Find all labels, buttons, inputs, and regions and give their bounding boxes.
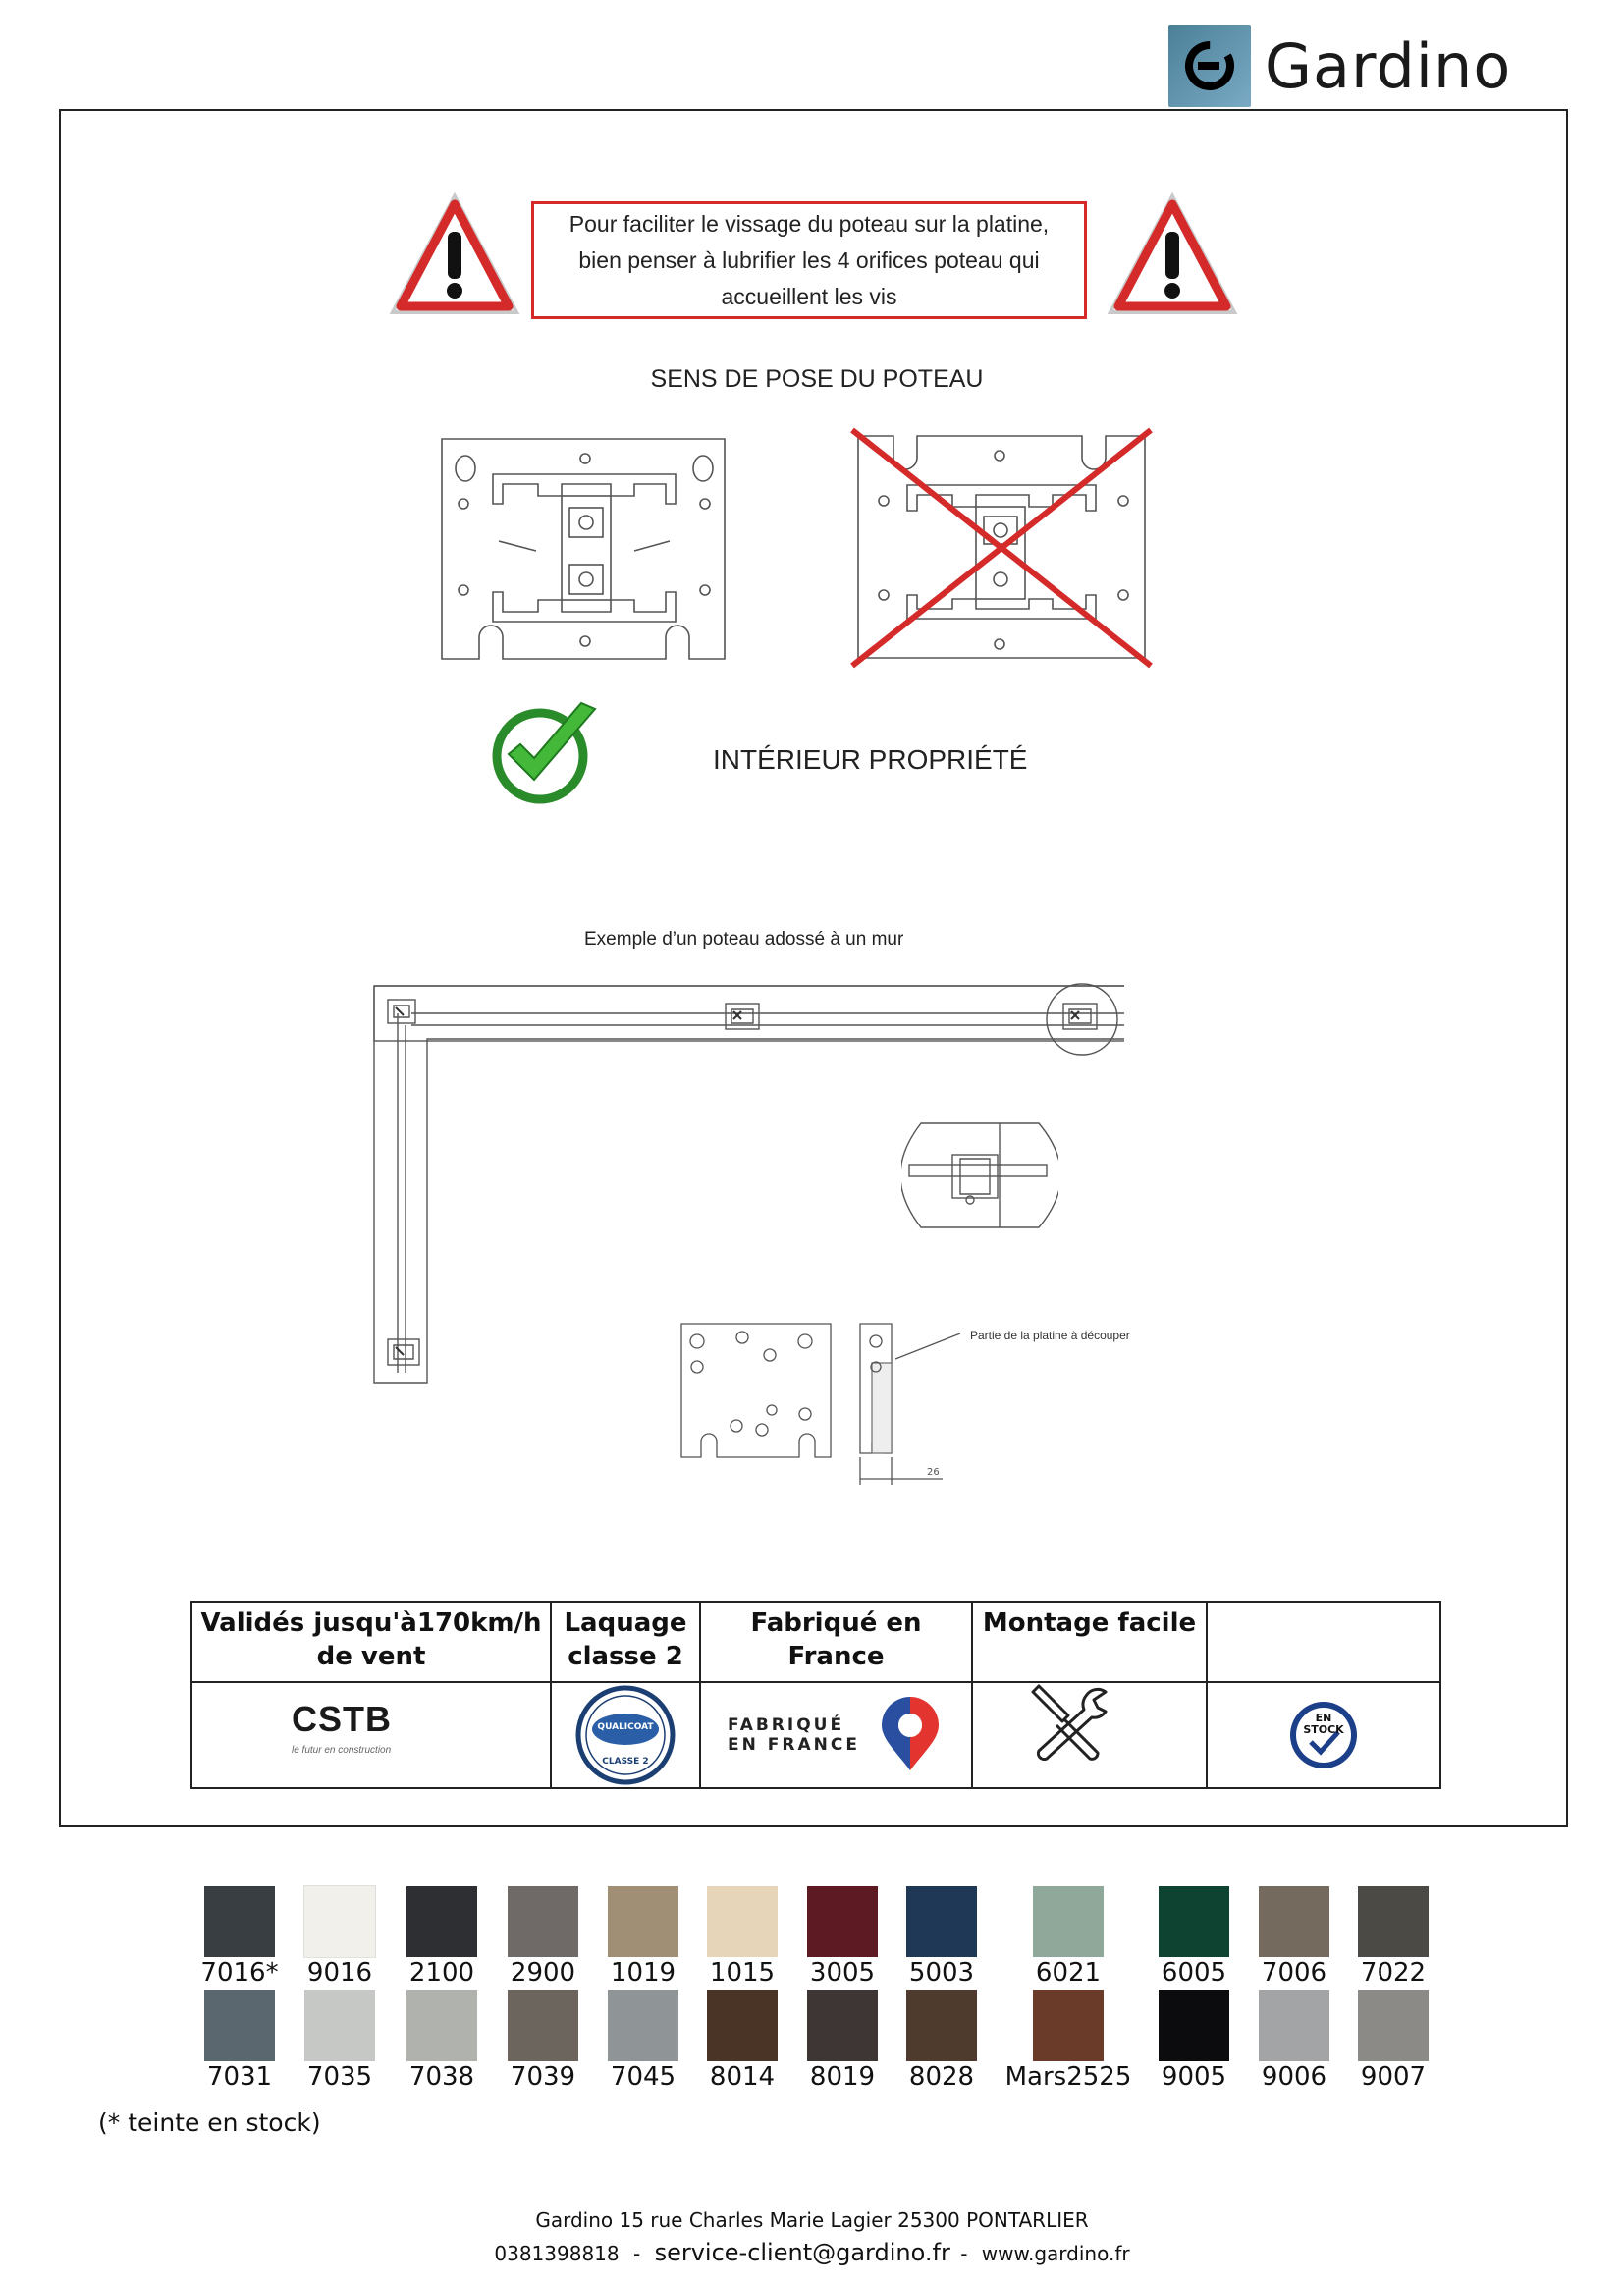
color-code-label: 9007 [1360, 2062, 1427, 2092]
installation-title-text: SENS DE POSE DU POTEAU [650, 365, 984, 393]
color-swatch [707, 1990, 778, 2061]
features-header-row [191, 1602, 1440, 1682]
features-table [190, 1601, 1441, 1789]
platine-cut-note: Partie de la platine à découper [970, 1329, 1130, 1342]
color-swatch [1159, 1990, 1229, 2061]
fabrique-france-logo [701, 1696, 971, 1774]
brand-name: Gardino [1265, 29, 1512, 102]
warning-triangle-icon [385, 189, 524, 322]
color-swatch [608, 1990, 678, 2061]
plate-cut-drawing [677, 1320, 972, 1487]
color-swatch [304, 1990, 375, 2061]
qualicoat-logo-text: QUALICOAT [597, 1722, 654, 1732]
color-swatch [204, 1990, 275, 2061]
color-code-label: 7016* [200, 1958, 279, 1987]
cstb-cell [191, 1682, 551, 1788]
warning-message: Pour faciliter le vissage du poteau sur la platine, bien penser à lubrifier les 4 orifices poteau qui accueillent les vis [531, 201, 1087, 319]
color-code-label: Mars2525 [1004, 2062, 1132, 2092]
footer-separator: - [632, 2242, 641, 2265]
color-swatch [1033, 1886, 1104, 1957]
color-code-label: 1015 [709, 1958, 776, 1987]
color-code-label: 6005 [1161, 1958, 1227, 1987]
brand-logo [1168, 24, 1542, 108]
color-swatch [1358, 1886, 1429, 1957]
color-swatch [1358, 1990, 1429, 2061]
feature-france-header: Fabriqué en France [700, 1602, 972, 1682]
color-swatch [807, 1990, 878, 2061]
stock-cell [1207, 1682, 1440, 1788]
color-code-label: 7006 [1261, 1958, 1327, 1987]
gardino-logo-icon [1168, 25, 1251, 107]
color-code-label: 9006 [1261, 2062, 1327, 2092]
feature-assembly-header: Montage facile [972, 1602, 1207, 1682]
correct-plate-drawing [438, 435, 731, 663]
color-code-label: 9016 [306, 1958, 373, 1987]
warning-triangle-icon [1103, 189, 1242, 322]
color-swatch [204, 1886, 275, 1957]
color-code-label: 2100 [408, 1958, 475, 1987]
color-swatch [406, 1886, 477, 1957]
installation-title [0, 365, 1624, 394]
cstb-logo [292, 1699, 392, 1767]
color-swatch [508, 1990, 578, 2061]
fabrique-france-text [728, 1715, 860, 1755]
color-code-label: 7035 [306, 2062, 373, 2092]
tools-icon [1025, 1682, 1113, 1761]
footer-website-link[interactable]: www.gardino.fr [981, 2242, 1130, 2265]
fabrique-line2: EN FRANCE [728, 1735, 860, 1755]
color-swatch [906, 1990, 977, 2061]
footer-contact [0, 2239, 1624, 2266]
example-caption: Exemple d’un poteau adossé à un mur [584, 929, 904, 950]
color-code-label: 7039 [510, 2062, 576, 2092]
feature-wind-header: Validés jusqu'à170km/h de vent [191, 1602, 551, 1682]
wrong-plate-drawing [844, 422, 1159, 674]
color-swatch [508, 1886, 578, 1957]
interior-property-label: INTÉRIEUR PROPRIÉTÉ [713, 744, 1028, 775]
color-code-label: 2900 [510, 1958, 576, 1987]
feature-lacquer-header: Laquage classe 2 [551, 1602, 700, 1682]
cstb-tagline: le futur en construction [292, 1745, 392, 1756]
color-swatch [1159, 1886, 1229, 1957]
cstb-logo-text: CSTB [292, 1699, 392, 1739]
color-code-label: 8028 [908, 2062, 975, 2092]
color-swatch [906, 1886, 977, 1957]
footer-email-link[interactable]: service-client@gardino.fr [654, 2239, 950, 2266]
qualicoat-class-text: CLASSE 2 [602, 1757, 649, 1767]
footer-address: Gardino 15 rue Charles Marie Lagier 25300 PONTARLIER [535, 2208, 1089, 2232]
color-code-label: 9005 [1161, 2062, 1227, 2092]
color-code-label: 7022 [1360, 1958, 1427, 1987]
footer-phone: 0381398818 [494, 2242, 620, 2265]
color-code-label: 5003 [908, 1958, 975, 1987]
qualicoat-badge-icon [574, 1684, 677, 1786]
fabrique-line1: FABRIQUÉ [728, 1715, 845, 1735]
qualicoat-cell [551, 1682, 700, 1788]
color-code-label: 1019 [610, 1958, 677, 1987]
features-icon-row [191, 1682, 1440, 1788]
color-code-label: 8014 [709, 2062, 776, 2092]
color-code-label: 7045 [610, 2062, 677, 2092]
color-code-label: 3005 [809, 1958, 876, 1987]
feature-stock-header [1207, 1602, 1440, 1682]
qualicoat-logo [574, 1684, 677, 1786]
color-swatch [1033, 1990, 1104, 2061]
color-swatch [1259, 1886, 1329, 1957]
color-code-label: 6021 [1035, 1958, 1102, 1987]
post-detail-zoom-drawing [901, 1119, 1058, 1231]
en-stock-line1: EN [1315, 1712, 1332, 1724]
color-swatch [304, 1886, 375, 1957]
color-code-label: 7031 [206, 2062, 273, 2092]
dimension-label: 26 [927, 1467, 940, 1478]
green-check-icon [485, 699, 603, 807]
color-swatch [1259, 1990, 1329, 2061]
footer-separator: - [960, 2242, 968, 2265]
stock-note: (* teinte en stock) [98, 2108, 321, 2137]
color-swatch [406, 1990, 477, 2061]
color-swatch [707, 1886, 778, 1957]
color-code-label: 7038 [408, 2062, 475, 2092]
en-stock-line2: STOCK [1303, 1723, 1344, 1736]
fabrique-france-cell [700, 1682, 972, 1788]
color-swatch [608, 1886, 678, 1957]
red-cross-icon [852, 430, 1151, 666]
color-code-label: 8019 [809, 2062, 876, 2092]
en-stock-badge [1287, 1699, 1360, 1771]
montage-facile-cell [972, 1682, 1207, 1788]
color-swatch [807, 1886, 878, 1957]
france-map-pin-icon [876, 1696, 945, 1774]
